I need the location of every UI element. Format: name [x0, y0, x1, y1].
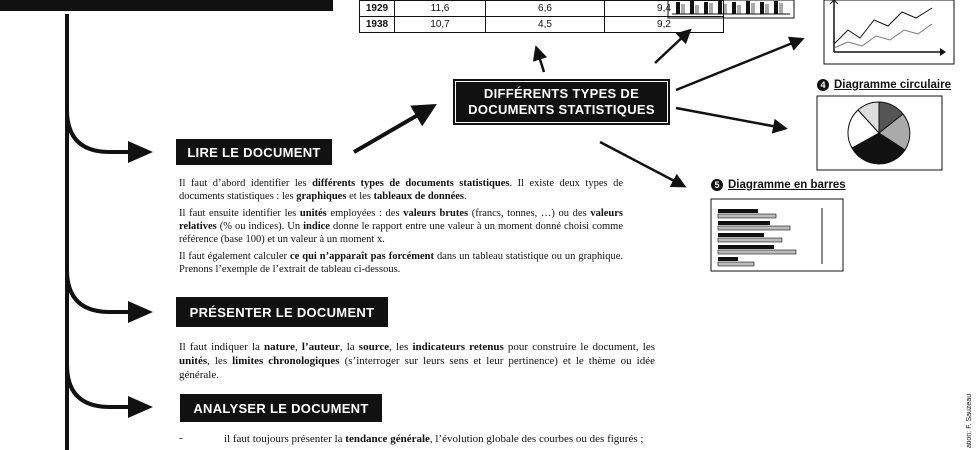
presenter-heading-box [176, 297, 388, 327]
bars-number-badge: 5 [711, 179, 723, 191]
arrow-to-bar-top [655, 32, 688, 63]
stat-table [359, 0, 724, 33]
analyser-heading: ANALYSER LE DOCUMENT [193, 400, 369, 416]
pie-number-badge: 4 [817, 79, 829, 91]
thumb-pie-chart [817, 96, 942, 170]
table-cell: 9,4 [605, 1, 724, 17]
branch-presenter-head [128, 301, 153, 323]
table-cell-year: 1938 [360, 17, 395, 33]
table-cell: 11,6 [395, 1, 486, 17]
lire-paragraph-1: Il faut d’abord identifier les différents types de documents statistiques. Il existe deux types de documents statistiques : les graphiques et les tableaux de données. [179, 178, 624, 202]
analyser-item-1: il faut toujours présenter la tendance générale, l’évolution globale des courbes ou des figurés ; [224, 433, 644, 445]
table-cell: 10,7 [395, 17, 486, 33]
arrow-to-line [676, 40, 800, 90]
branch-lire [67, 110, 130, 152]
presenter-heading: PRÉSENTER LE DOCUMENT [189, 304, 375, 320]
branch-lire-head [128, 141, 153, 163]
main-topic-box [453, 79, 670, 125]
pie-label: Diagramme circulaire [834, 79, 951, 91]
credit-text: ation: F. Sauzeau [966, 393, 973, 448]
table-row [360, 17, 724, 33]
branch-presenter [67, 270, 130, 312]
analyser-text [179, 432, 699, 446]
branch-analyser-head [128, 396, 153, 418]
lire-heading: LIRE LE DOCUMENT [187, 144, 321, 160]
thumb-horizontal-bars [711, 199, 843, 271]
pie-caption [817, 79, 951, 91]
table-cell: 4,5 [486, 17, 605, 33]
table-cell: 9,2 [605, 17, 724, 33]
table-cell: 6,6 [486, 1, 605, 17]
main-topic-line1: DIFFÉRENTS TYPES DE [483, 86, 640, 101]
analyser-heading-box [180, 394, 382, 422]
table-cell-year: 1929 [360, 1, 395, 17]
analyser-bullet-dash: - [179, 432, 183, 444]
arrow-to-table [537, 50, 544, 72]
lire-paragraph-3: Il faut également calculer ce qui n’apparaît pas forcément dans un tableau statistique ou un graphique. Prenons l’exemple de l’extrait de tableau ci-dessous. [179, 251, 623, 275]
lire-heading-box [176, 139, 332, 165]
branch-analyser [67, 365, 130, 407]
bars-label: Diagramme en barres [728, 179, 846, 191]
presenter-paragraph-1: Il faut indiquer la nature, l’auteur, la source, les indicateurs retenus pour construire le document, les unités, les limites chronologiques (s’interroger sur leurs sens et leur pertinence) et le thème ou idée générale. [179, 341, 655, 381]
main-topic-line2: DOCUMENTS STATISTIQUES [468, 102, 655, 117]
table-row [360, 1, 724, 17]
thumb-line-chart [824, 0, 954, 64]
arrow-lire-main [354, 108, 430, 152]
presenter-text [179, 340, 655, 382]
arrow-to-pie [676, 108, 783, 128]
lire-text [179, 177, 623, 276]
lire-paragraph-2: Il faut ensuite identifier les unités employées : des valeurs brutes (francs, tonnes, …) ou des valeurs relatives (% ou indices). Un indice donne le rapport entre une valeur à un moment donné choisi comme référence (base 100) et un valeur à un moment x. [179, 208, 623, 245]
bars-caption [711, 179, 846, 191]
